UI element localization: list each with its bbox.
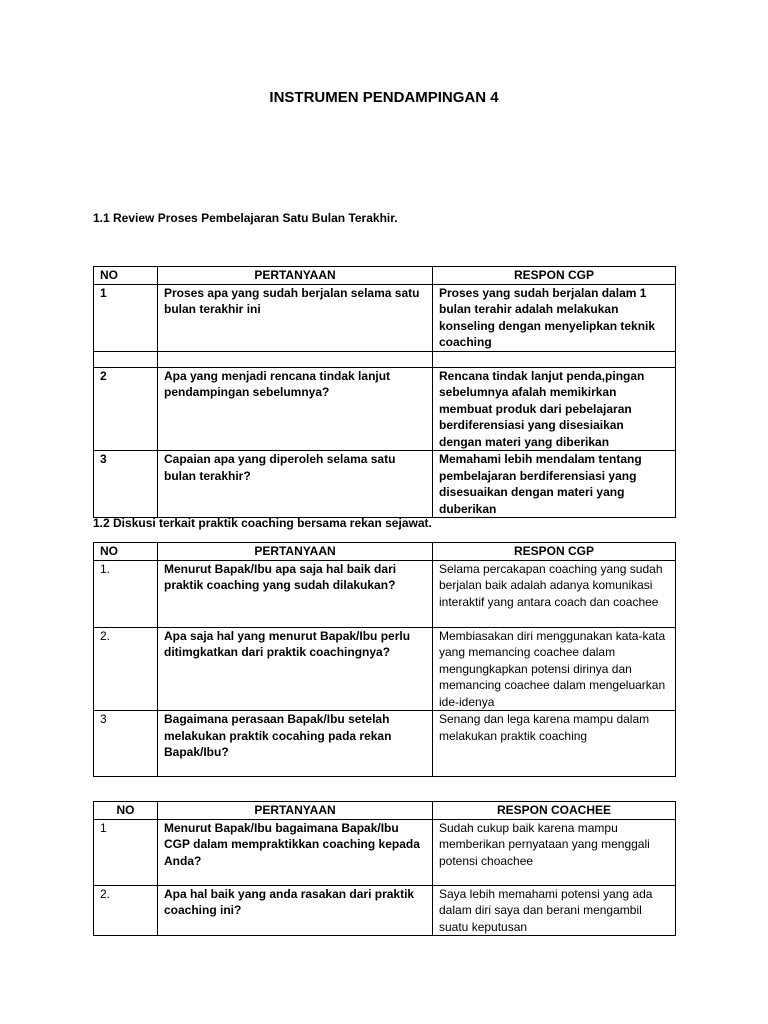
document-title: INSTRUMEN PENDAMPINGAN 4 [269, 89, 499, 106]
cell-response: Memahami lebih mendalam tentang pembelajaran berdiferensiasi yang disesuaikan dengan materi yang duberikan [433, 451, 676, 518]
coaching-discussion-table [93, 542, 676, 777]
cell-question: Capaian apa yang diperoleh selama satu bulan terakhir? [158, 451, 433, 518]
table-header-row [94, 543, 676, 561]
cell-question: Apa saja hal yang menurut Bapak/Ibu perlu ditimgkatkan dari praktik coachingnya? [158, 627, 433, 711]
table-row [94, 284, 676, 351]
cell-no: 3 [94, 451, 158, 518]
header-respon: RESPON COACHEE [433, 802, 676, 820]
cell-response: Selama percakapan coaching yang sudah berjalan baik adalah adanya komunikasi interaktif yang antara coach dan coachee [433, 560, 676, 627]
cell-response: Senang dan lega karena mampu dalam melakukan praktik coaching [433, 711, 676, 777]
cell-question: Menurut Bapak/Ibu bagaimana Bapak/Ibu CGP dalam mempraktikkan coaching kepada Anda? [158, 819, 433, 885]
header-pertanyaan: PERTANYAAN [158, 543, 433, 561]
cell-response [433, 351, 676, 367]
cell-question: Proses apa yang sudah berjalan selama satu bulan terakhir ini [158, 284, 433, 351]
header-no: NO [94, 802, 158, 820]
table-header-row [94, 802, 676, 820]
header-respon: RESPON CGP [433, 543, 676, 561]
section-heading-1-2: 1.2 Diskusi terkait praktik coaching bersama rekan sejawat. [93, 516, 432, 530]
table-row [94, 627, 676, 711]
cell-question: Apa hal baik yang anda rasakan dari praktik coaching ini? [158, 885, 433, 936]
cell-question: Bagaimana perasaan Bapak/Ibu setelah melakukan praktik cocahing pada rekan Bapak/Ibu? [158, 711, 433, 777]
table-row [94, 451, 676, 518]
table-row [94, 711, 676, 777]
cell-question: Menurut Bapak/Ibu apa saja hal baik dari praktik coaching yang sudah dilakukan? [158, 560, 433, 627]
section-heading-1-1: 1.1 Review Proses Pembelajaran Satu Bulan Terakhir. [93, 211, 398, 225]
cell-no: 1 [94, 284, 158, 351]
cell-response: Saya lebih memahami potensi yang ada dalam diri saya dan berani mengambil suatu keputusan [433, 885, 676, 936]
cell-no: 2. [94, 627, 158, 711]
cell-no: 2 [94, 367, 158, 451]
header-pertanyaan: PERTANYAAN [158, 267, 433, 285]
cell-no: 3 [94, 711, 158, 777]
header-no: NO [94, 267, 158, 285]
cell-no: 1 [94, 819, 158, 885]
review-table [93, 266, 676, 518]
header-pertanyaan: PERTANYAAN [158, 802, 433, 820]
cell-response: Proses yang sudah berjalan dalam 1 bulan terahir adalah melakukan konseling dengan menyelipkan teknik coaching [433, 284, 676, 351]
cell-no: 1. [94, 560, 158, 627]
table-row [94, 819, 676, 885]
coachee-response-table [93, 801, 676, 936]
cell-response: Rencana tindak lanjut penda,pingan sebelumnya afalah memikirkan membuat produk dari pebelajaran berdiferensiasi yang disesiaikan dengan materi yang diberikan [433, 367, 676, 451]
header-respon: RESPON CGP [433, 267, 676, 285]
cell-response: Membiasakan diri menggunakan kata-kata yang memancing coachee dalam mengungkapkan potensi dirinya dan memancing coachee dalam mengeluarkan ide-idenya [433, 627, 676, 711]
table-row [94, 367, 676, 451]
header-no: NO [94, 543, 158, 561]
cell-response: Sudah cukup baik karena mampu memberikan pernyataan yang menggali potensi choachee [433, 819, 676, 885]
table-header-row [94, 267, 676, 285]
cell-question [158, 351, 433, 367]
cell-question: Apa yang menjadi rencana tindak lanjut pendampingan sebelumnya? [158, 367, 433, 451]
cell-no [94, 351, 158, 367]
table-row [94, 885, 676, 936]
table-row-empty [94, 351, 676, 367]
cell-no: 2. [94, 885, 158, 936]
table-row [94, 560, 676, 627]
